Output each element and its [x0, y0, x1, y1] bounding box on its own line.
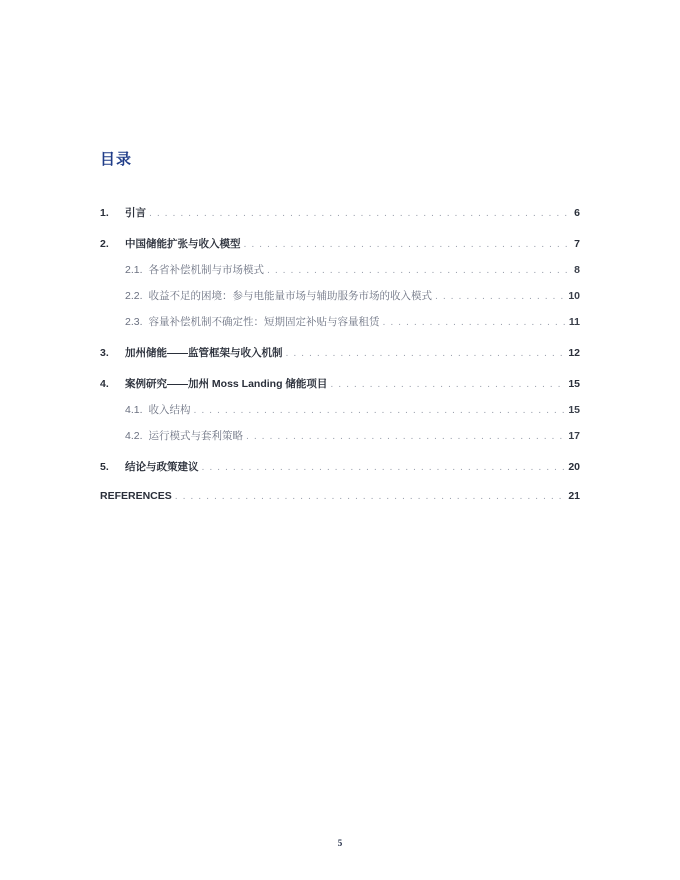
dot-leader [246, 430, 565, 442]
toc-entry-text: 引言 [125, 207, 146, 219]
toc-entry-text: 运行模式与套利策略 [148, 430, 244, 442]
dot-leader [267, 264, 569, 276]
toc-title: 目录 [100, 151, 133, 168]
toc-entry-page: 17 [568, 430, 580, 442]
dot-leader [383, 316, 566, 328]
toc-entry-page: 21 [568, 490, 580, 502]
toc-entry-number: 2.2. [125, 290, 143, 302]
toc-entry-number: 5. [100, 461, 109, 473]
toc-entry-number: 2. [100, 238, 109, 250]
toc-entry-page: 20 [568, 461, 580, 473]
toc-entry-4-2[interactable] [100, 428, 580, 446]
toc-entry-page: 11 [568, 316, 580, 328]
toc-entry-page: 10 [568, 290, 580, 302]
toc-entry-page: 12 [568, 347, 580, 359]
toc-entry-text: 案例研究——加州 Moss Landing 储能项目 [125, 378, 328, 390]
dot-leader [149, 207, 569, 219]
toc-entry-references[interactable] [100, 490, 580, 508]
dot-leader [286, 347, 566, 359]
table-of-contents [100, 205, 580, 508]
toc-entry-number: 3. [100, 347, 109, 359]
toc-entry-case-study[interactable] [100, 376, 580, 394]
page-number: 5 [337, 838, 343, 848]
toc-entry-china-storage[interactable] [100, 236, 580, 254]
dot-leader [202, 461, 566, 473]
dot-leader [194, 404, 566, 416]
toc-entry-california[interactable] [100, 345, 580, 363]
toc-entry-number: 1. [100, 207, 109, 219]
toc-entry-conclusion[interactable] [100, 459, 580, 477]
toc-entry-number: 4.2. [125, 430, 143, 442]
toc-entry-text: 中国储能扩张与收入模型 [125, 238, 241, 250]
toc-entry-text: 结论与政策建议 [125, 461, 199, 473]
dot-leader [330, 378, 565, 390]
toc-entry-number: 2.3. [125, 316, 143, 328]
toc-entry-intro[interactable] [100, 205, 580, 223]
dot-leader [244, 238, 570, 250]
toc-entry-page: 7 [574, 238, 580, 250]
toc-entry-number: 2.1. [125, 264, 143, 276]
toc-entry-page: 6 [574, 207, 580, 219]
dot-leader [175, 490, 566, 502]
toc-entry-page: 15 [568, 378, 580, 390]
dot-leader [435, 290, 565, 302]
toc-entry-2-1[interactable] [100, 262, 580, 280]
toc-entry-2-3[interactable] [100, 314, 580, 332]
toc-entry-text: 收益不足的困境：参与电能量市场与辅助服务市场的收入模式 [148, 290, 433, 302]
toc-entry-text: 加州储能——监管框架与收入机制 [125, 347, 283, 359]
toc-entry-4-1[interactable] [100, 402, 580, 420]
toc-entry-text: 容量补偿机制不确定性：短期固定补贴与容量租赁 [148, 316, 380, 328]
toc-entry-text: 收入结构 [148, 404, 191, 416]
toc-entry-number: 4.1. [125, 404, 143, 416]
toc-entry-2-2[interactable] [100, 288, 580, 306]
toc-entry-text: 各省补偿机制与市场模式 [148, 264, 265, 276]
toc-entry-number: 4. [100, 378, 109, 390]
toc-entry-page: 15 [568, 404, 580, 416]
toc-entry-text: REFERENCES [100, 490, 172, 502]
toc-entry-page: 8 [574, 264, 580, 276]
